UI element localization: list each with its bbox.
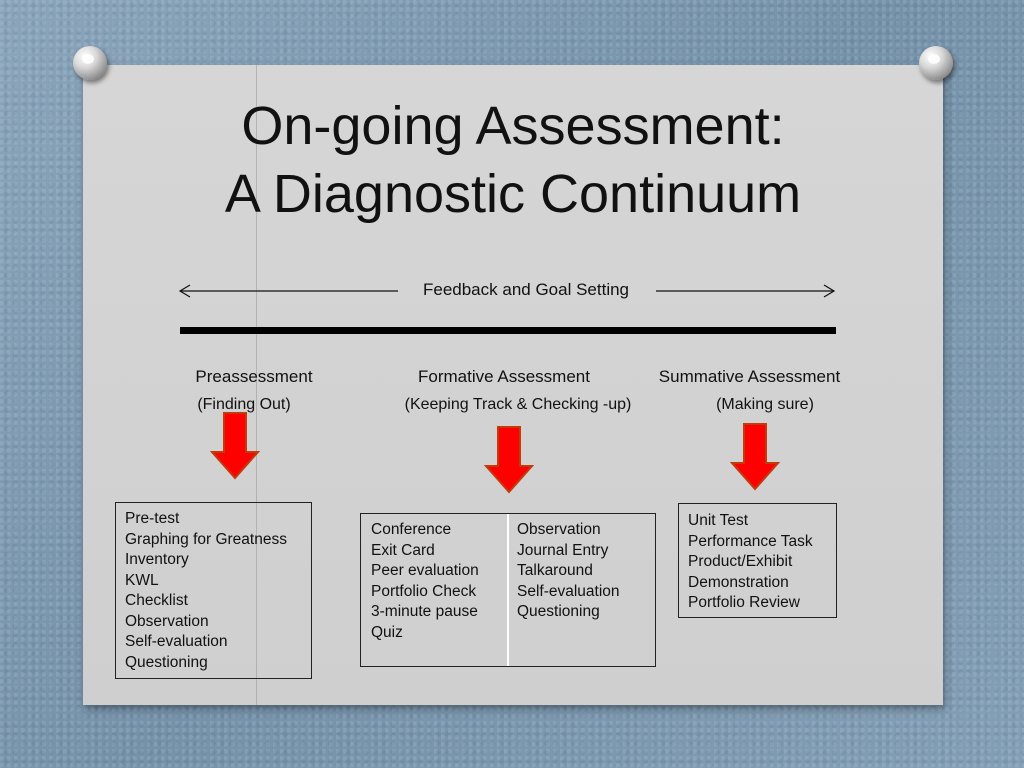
list-item: Quiz — [371, 623, 403, 641]
stage-subtitle-formative: (Keeping Track & Checking -up) — [404, 396, 632, 413]
list-item: Talkaround — [517, 562, 593, 579]
summative-methods-box — [678, 503, 837, 618]
down-arrow-icon — [210, 412, 260, 480]
pushpin-icon — [919, 46, 953, 80]
list-item: Graphing for Greatness — [125, 530, 287, 548]
list-item: Questioning — [517, 603, 600, 620]
down-arrow-icon — [730, 423, 780, 491]
list-item: Exit Card — [371, 541, 435, 559]
list-item: KWL — [125, 571, 159, 589]
list-item: Peer evaluation — [371, 562, 479, 579]
list-item: Observation — [517, 521, 601, 538]
list-item: Checklist — [125, 592, 188, 609]
list-item: Conference — [371, 521, 452, 538]
continuum-label: Feedback and Goal Setting — [422, 280, 630, 299]
stage-title-summative: Summative Assessment — [658, 367, 841, 386]
list-item: Questioning — [125, 653, 208, 671]
formative-methods-box — [360, 513, 656, 667]
list-item: 3-minute pause — [371, 603, 478, 620]
list-item: Demonstration — [688, 573, 789, 591]
list-item: Performance Task — [688, 532, 813, 550]
down-arrow-icon — [484, 426, 534, 494]
continuum-bar — [180, 327, 836, 334]
list-item: Unit Test — [688, 512, 749, 529]
list-item: Journal Entry — [517, 541, 609, 559]
list-item: Self-evaluation — [517, 582, 620, 600]
list-item: Observation — [125, 612, 209, 630]
list-item: Product/Exhibit — [688, 553, 793, 570]
stage-title-preassessment: Preassessment — [195, 367, 313, 386]
pushpin-icon — [73, 46, 107, 80]
preassessment-methods-box — [115, 502, 312, 679]
list-item: Portfolio Check — [371, 582, 477, 600]
slide-title-line-1: On-going Assessment: — [241, 96, 785, 156]
column-divider — [507, 514, 509, 666]
list-item: Self-evaluation — [125, 633, 228, 650]
formative-column-left — [371, 520, 479, 643]
list-item: Portfolio Review — [688, 594, 800, 611]
stage-title-formative: Formative Assessment — [418, 367, 590, 386]
list-item: Inventory — [125, 551, 189, 568]
formative-column-right — [517, 520, 620, 623]
slide-title-line-2: A Diagnostic Continuum — [224, 164, 802, 224]
stage-subtitle-preassessment: (Finding Out) — [197, 396, 291, 413]
stage-subtitle-summative: (Making sure) — [716, 396, 814, 413]
list-item: Pre-test — [125, 510, 180, 527]
